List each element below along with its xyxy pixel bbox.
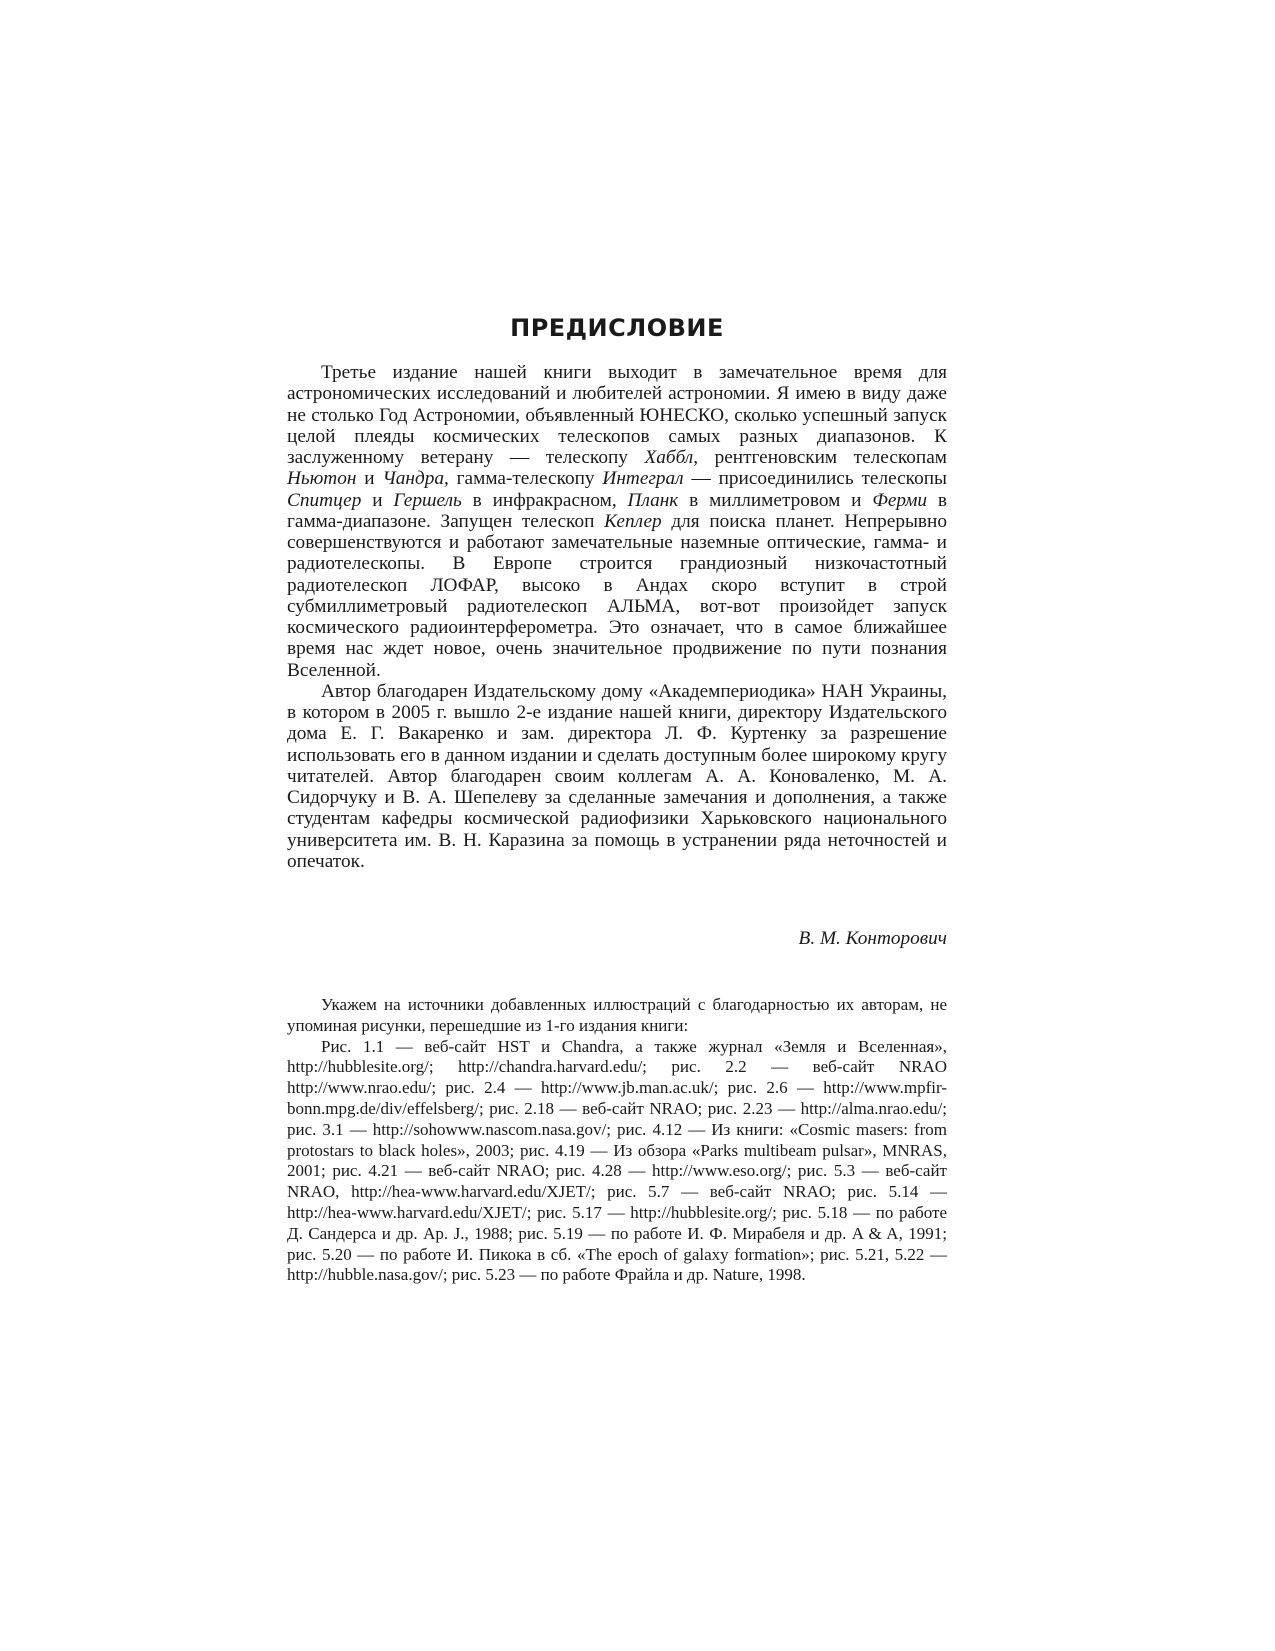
paragraph-text: в гамма-диапазоне. Запущен телескоп bbox=[287, 489, 947, 532]
telescope-name: Хаббл bbox=[644, 447, 694, 468]
paragraph-text: , гамма-телескопу bbox=[443, 468, 603, 490]
telescope-name: Спитцер bbox=[287, 489, 362, 511]
notes-sources: Рис. 1.1 — веб-сайт HST и Chandra, а также журнал «Земля и Вселенная», http://hubblesite.org/; http://chandra.harvard.edu/; рис. 2.2 — веб-сайт NRAO http://www.nrao.edu/; рис. 2.4 — http://www.jb.man.ac.uk/; рис. 2.6 — http://www.mpfir-bonn.mpg.de/div/effelsberg/; рис. 2.18 — веб-сайт NRAO; рис. 2.23 — http://alma.nrao.edu/; рис. 3.1 — http://sohowww.nascom.nasa.gov/; рис. 4.12 — Из книги: «Cosmic masers: from protostars to black holes», 2003; рис. 4.19 — Из обзора «Parks multibeam pulsar», MNRAS, 2001; рис. 4.21 — веб-сайт NRAO; рис. 4.28 — http://www.eso.org/; рис. 5.3 — веб-сайт NRAO, http://hea-www.harvard.edu/XJET/; рис. 5.7 — веб-сайт NRAO; рис. 5.14 — http://hea-www.harvard.edu/XJET/; рис. 5.17 — http://hubblesite.org/; рис. 5.18 — по работе Д. Сандерса и др. Ap. J., 1988; рис. 5.19 — по работе И. Ф. Мирабеля и др. A & A, 1991; рис. 5.20 — по работе И. Пикока в сб. «The epoch of galaxy formation»; рис. 5.21, 5.22 — http://hubble.nasa.gov/; рис. 5.23 — по работе Фрайла и др. Nature, 1998. bbox=[287, 1036, 947, 1285]
illustration-sources bbox=[287, 995, 947, 1286]
paragraph-text: и bbox=[356, 468, 383, 490]
paragraph-telescopes bbox=[287, 362, 947, 681]
paragraph-text: Третье издание нашей книги выходит в замечательное время для астрономических исследований и любителей астрономии. Я имею в виду даже не столько Год Астрономии, объявленный ЮНЕСКО, сколько успешный запуск целой плеяды космических телескопов самых разных диапазонов. К заслуженному ветерану — телескопу bbox=[287, 362, 947, 468]
notes-intro: Укажем на источники добавленных иллюстраций с благодарностью их авторам, не упоминая рисунки, перешедшие из 1-го издания книги: bbox=[287, 995, 947, 1035]
telescope-name: Планк bbox=[627, 489, 679, 511]
paragraph-acknowledgements: Автор благодарен Издательскому дому «Академпериодика» НАН Украины, в котором в 2005 г. вышло 2-е издание нашей книги, директору Издательского дома Е. Г. Вакаренко и зам. директора Л. Ф. Куртенку за разрешение использовать его в данном издании и сделать доступным более широкому кругу читателей. Автор благодарен своим коллегам А. А. Коноваленко, М. А. Сидорчуку и В. А. Шепелеву за сделанные замечания и дополнения, а также студентам кафедры космической радиофизики Харьковского национального университета им. В. Н. Каразина за помощь в устранении ряда неточностей и опечаток. bbox=[287, 680, 947, 872]
paragraph-text: для поиска планет. Непрерывно совершенствуются и работают замечательные наземные оптические, гамма- и радиотелескопы. В Европе строится грандиозный низкочастотный радиотелескоп ЛОФАР, высоко в Андах скоро вступит в строй субмиллиметровый радиотелескоп АЛЬМА, вот-вот произойдет запуск космического радиоинтерферометра. Это означает, что в самое ближайшее время нас ждет новое, очень значительное продвижение по пути познания Вселенной. bbox=[287, 510, 947, 681]
paragraph-text: в миллиметровом и bbox=[678, 489, 873, 511]
page-title: ПРЕДИСЛОВИЕ bbox=[510, 314, 724, 342]
telescope-name: Ферми bbox=[872, 489, 928, 511]
telescope-name: Чандра bbox=[382, 468, 444, 490]
paragraph-text: в инфракрасном, bbox=[461, 489, 628, 511]
paragraph-text: — присоединились телескопы bbox=[683, 468, 947, 490]
telescope-name: Гершель bbox=[393, 489, 462, 511]
paragraph-text: , рентгеновским телескопам bbox=[693, 447, 947, 468]
author-signature: В. М. Конторович bbox=[798, 928, 947, 949]
preface-body bbox=[287, 362, 947, 872]
telescope-name: Интеграл bbox=[602, 468, 684, 490]
paragraph-text: и bbox=[361, 489, 394, 511]
telescope-name: Кеплер bbox=[604, 510, 662, 532]
telescope-name: Ньютон bbox=[287, 468, 357, 490]
